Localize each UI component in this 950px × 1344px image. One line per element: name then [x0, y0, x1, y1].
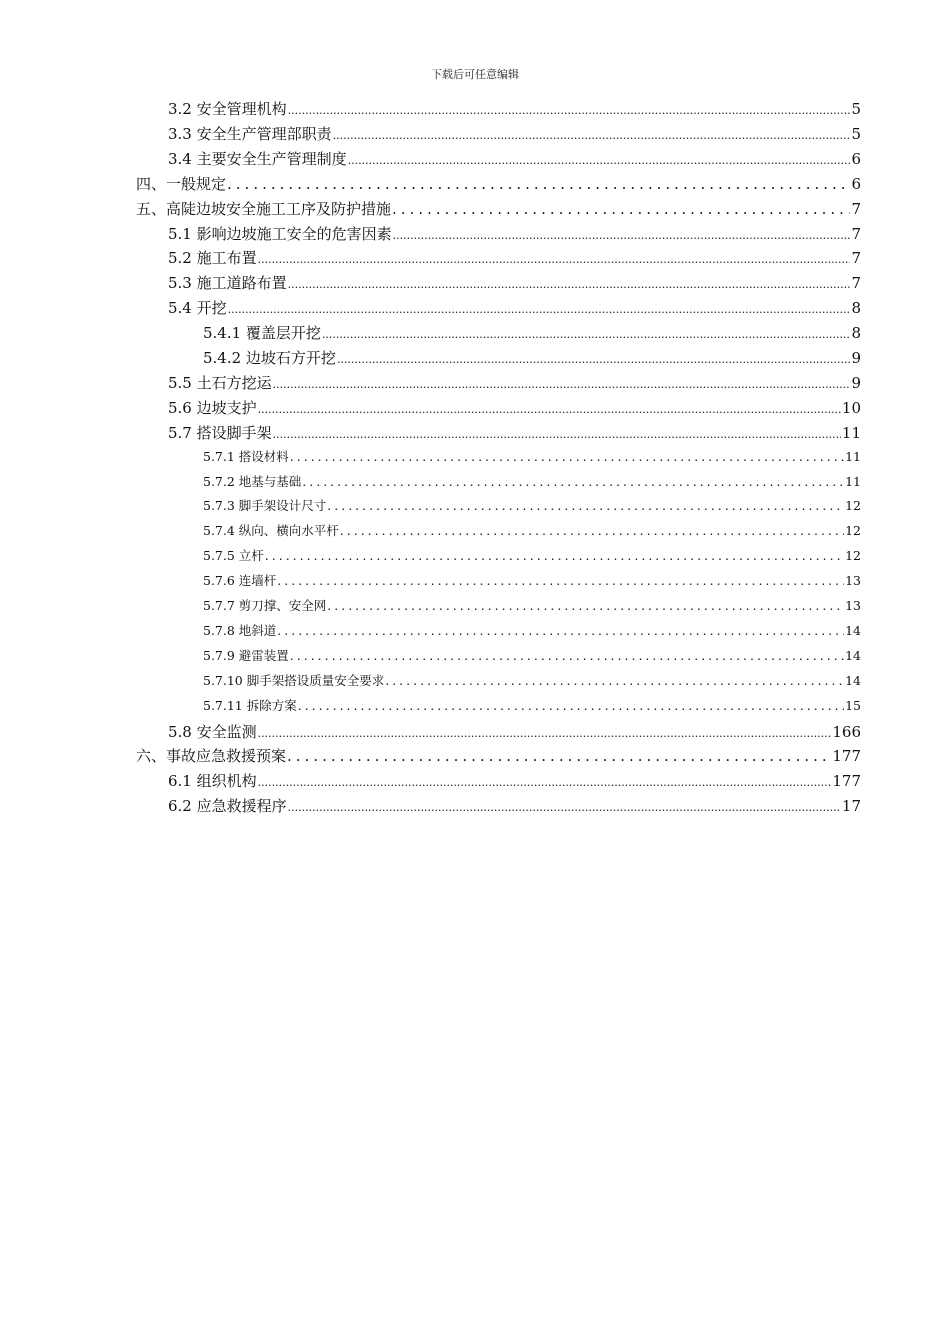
toc-entry[interactable] — [168, 372, 861, 393]
toc-entry-title: 六、事故应急救援预案 — [136, 747, 287, 766]
toc-entry[interactable] — [203, 546, 861, 564]
toc-entry-title: 5.7.11 拆除方案 — [203, 697, 297, 713]
toc-entry[interactable] — [168, 297, 861, 318]
toc-entry-title: 5.7.9 避雷装置 — [203, 647, 289, 663]
toc-dot-leader — [265, 548, 844, 563]
toc-entry-title: 6.2 应急救援程序 — [168, 797, 287, 816]
toc-entry-page-number: 9 — [851, 373, 861, 392]
toc-entry[interactable] — [136, 745, 861, 766]
toc-entry-title: 5.4.1 覆盖层开挖 — [203, 324, 321, 343]
toc-entry-title: 5.7.3 脚手架设计尺寸 — [203, 498, 327, 514]
toc-dot-leader — [290, 648, 844, 663]
toc-entry-title: 3.2 安全管理机构 — [168, 100, 287, 118]
toc-entry-page-number: 11 — [845, 448, 861, 464]
toc-entry-title: 四、一般规定 — [136, 174, 227, 193]
toc-dot-leader — [258, 727, 832, 740]
toc-entry-title: 5.1 影响边坡施工安全的危害因素 — [168, 224, 392, 243]
toc-dot-leader — [385, 673, 844, 688]
toc-dot-leader — [348, 154, 851, 167]
toc-entry[interactable] — [168, 247, 861, 268]
toc-entry[interactable] — [168, 422, 861, 443]
toc-entry[interactable] — [203, 496, 861, 514]
toc-entry-page-number: 12 — [845, 498, 861, 514]
toc-dot-leader — [298, 698, 844, 713]
toc-entry-page-number: 11 — [841, 423, 861, 442]
toc-dot-leader — [337, 353, 851, 366]
toc-entry[interactable] — [136, 173, 861, 194]
toc-entry-page-number: 9 — [851, 349, 861, 367]
toc-entry[interactable] — [203, 322, 861, 343]
toc-dot-leader — [322, 328, 851, 341]
toc-entry-page-number: 17 — [841, 797, 861, 816]
toc-entry[interactable] — [168, 123, 861, 144]
toc-entry-title: 5.7.6 连墙杆 — [203, 573, 277, 589]
toc-entry-page-number: 8 — [851, 324, 861, 343]
toc-entry-page-number: 14 — [845, 647, 861, 663]
toc-entry-page-number: 177 — [832, 747, 861, 766]
toc-entry[interactable] — [168, 397, 861, 418]
toc-entry[interactable] — [168, 272, 861, 293]
toc-entry-page-number: 7 — [851, 224, 861, 243]
toc-dot-leader — [302, 474, 844, 489]
toc-entry-page-number: 13 — [845, 573, 861, 589]
toc-dot-leader — [258, 776, 832, 789]
toc-entry[interactable] — [168, 98, 861, 119]
toc-dot-leader — [273, 378, 851, 391]
toc-entry[interactable] — [136, 198, 861, 219]
toc-dot-leader — [392, 200, 850, 218]
toc-entry-page-number: 7 — [851, 249, 861, 268]
toc-entry[interactable] — [203, 596, 861, 614]
toc-entry-page-number: 15 — [845, 697, 861, 713]
toc-entry-title: 5.7.8 地斜道 — [203, 622, 277, 638]
toc-dot-leader — [258, 403, 841, 416]
toc-entry-page-number: 12 — [845, 548, 861, 564]
toc-entry-title: 5.7.10 脚手架搭设质量安全要求 — [203, 672, 385, 688]
toc-entry-title: 5.4 开挖 — [168, 299, 227, 318]
toc-dot-leader — [277, 573, 844, 588]
toc-entry-title: 5.7.2 地基与基础 — [203, 473, 302, 489]
toc-entry-page-number: 6 — [851, 149, 861, 168]
toc-entry-page-number: 5 — [851, 100, 861, 118]
toc-entry-page-number: 11 — [845, 473, 861, 489]
toc-dot-leader — [273, 428, 841, 441]
toc-dot-leader — [333, 129, 851, 142]
toc-entry[interactable] — [168, 721, 861, 742]
toc-entry-page-number: 7 — [851, 199, 861, 218]
toc-entry-page-number: 12 — [845, 523, 861, 539]
toc-entry-title: 5.5 土石方挖运 — [168, 373, 272, 392]
toc-entry[interactable] — [203, 472, 861, 490]
toc-entry-title: 5.7.7 剪刀撑、安全网 — [203, 598, 327, 613]
toc-entry-page-number: 14 — [845, 622, 861, 638]
toc-dot-leader — [327, 598, 844, 613]
toc-entry-page-number: 166 — [832, 722, 861, 741]
toc-entry[interactable] — [168, 770, 861, 791]
toc-dot-leader — [227, 175, 850, 193]
toc-entry-page-number: 5 — [851, 124, 861, 143]
toc-entry[interactable] — [203, 621, 861, 639]
toc-dot-leader — [393, 229, 851, 242]
toc-entry[interactable] — [203, 696, 861, 714]
toc-entry-page-number: 13 — [845, 598, 861, 613]
toc-entry-title: 5.7 搭设脚手架 — [168, 423, 272, 442]
toc-entry[interactable] — [168, 795, 861, 816]
toc-dot-leader — [327, 498, 844, 513]
toc-entry-title: 5.8 安全监测 — [168, 722, 257, 741]
toc-entry-page-number: 6 — [851, 174, 861, 193]
toc-dot-leader — [290, 449, 844, 464]
toc-entry[interactable] — [203, 646, 861, 664]
toc-dot-leader — [228, 303, 851, 316]
toc-entry-title: 6.1 组织机构 — [168, 772, 257, 791]
toc-entry-title: 5.7.4 纵向、横向水平杆 — [203, 523, 339, 539]
toc-dot-leader — [288, 104, 851, 117]
toc-entry[interactable] — [203, 447, 861, 465]
toc-entry-title: 五、高陡边坡安全施工工序及防护措施 — [136, 199, 392, 218]
toc-entry-page-number: 177 — [832, 772, 861, 791]
toc-dot-leader — [287, 747, 831, 765]
toc-entry[interactable] — [203, 521, 861, 539]
toc-entry[interactable] — [203, 671, 861, 689]
toc-entry[interactable] — [168, 223, 861, 244]
toc-entry-title: 5.7.1 搭设材料 — [203, 448, 289, 464]
toc-entry[interactable] — [168, 148, 861, 169]
toc-entry-title: 5.4.2 边坡石方开挖 — [203, 349, 336, 367]
toc-entry[interactable] — [203, 571, 861, 589]
toc-entry-title: 5.7.5 立杆 — [203, 548, 264, 564]
toc-dot-leader — [258, 253, 851, 266]
toc-entry-title: 5.2 施工布置 — [168, 249, 257, 268]
toc-dot-leader — [288, 278, 851, 291]
toc-entry-page-number: 14 — [845, 672, 861, 688]
toc-entry-title: 3.4 主要安全生产管理制度 — [168, 149, 347, 168]
page-header: 下载后可任意编辑 — [431, 68, 519, 81]
toc-entry-title: 5.6 边坡支护 — [168, 398, 257, 417]
toc-entry-title: 3.3 安全生产管理部职责 — [168, 124, 332, 143]
toc-entry-page-number: 10 — [841, 398, 861, 417]
toc-entry-title: 5.3 施工道路布置 — [168, 274, 287, 293]
toc-entry[interactable] — [203, 347, 861, 368]
toc-entry-page-number: 8 — [851, 299, 861, 318]
toc-dot-leader — [277, 623, 844, 638]
toc-dot-leader — [340, 523, 844, 538]
toc-dot-leader — [288, 801, 841, 814]
toc-entry-page-number: 7 — [851, 274, 861, 293]
